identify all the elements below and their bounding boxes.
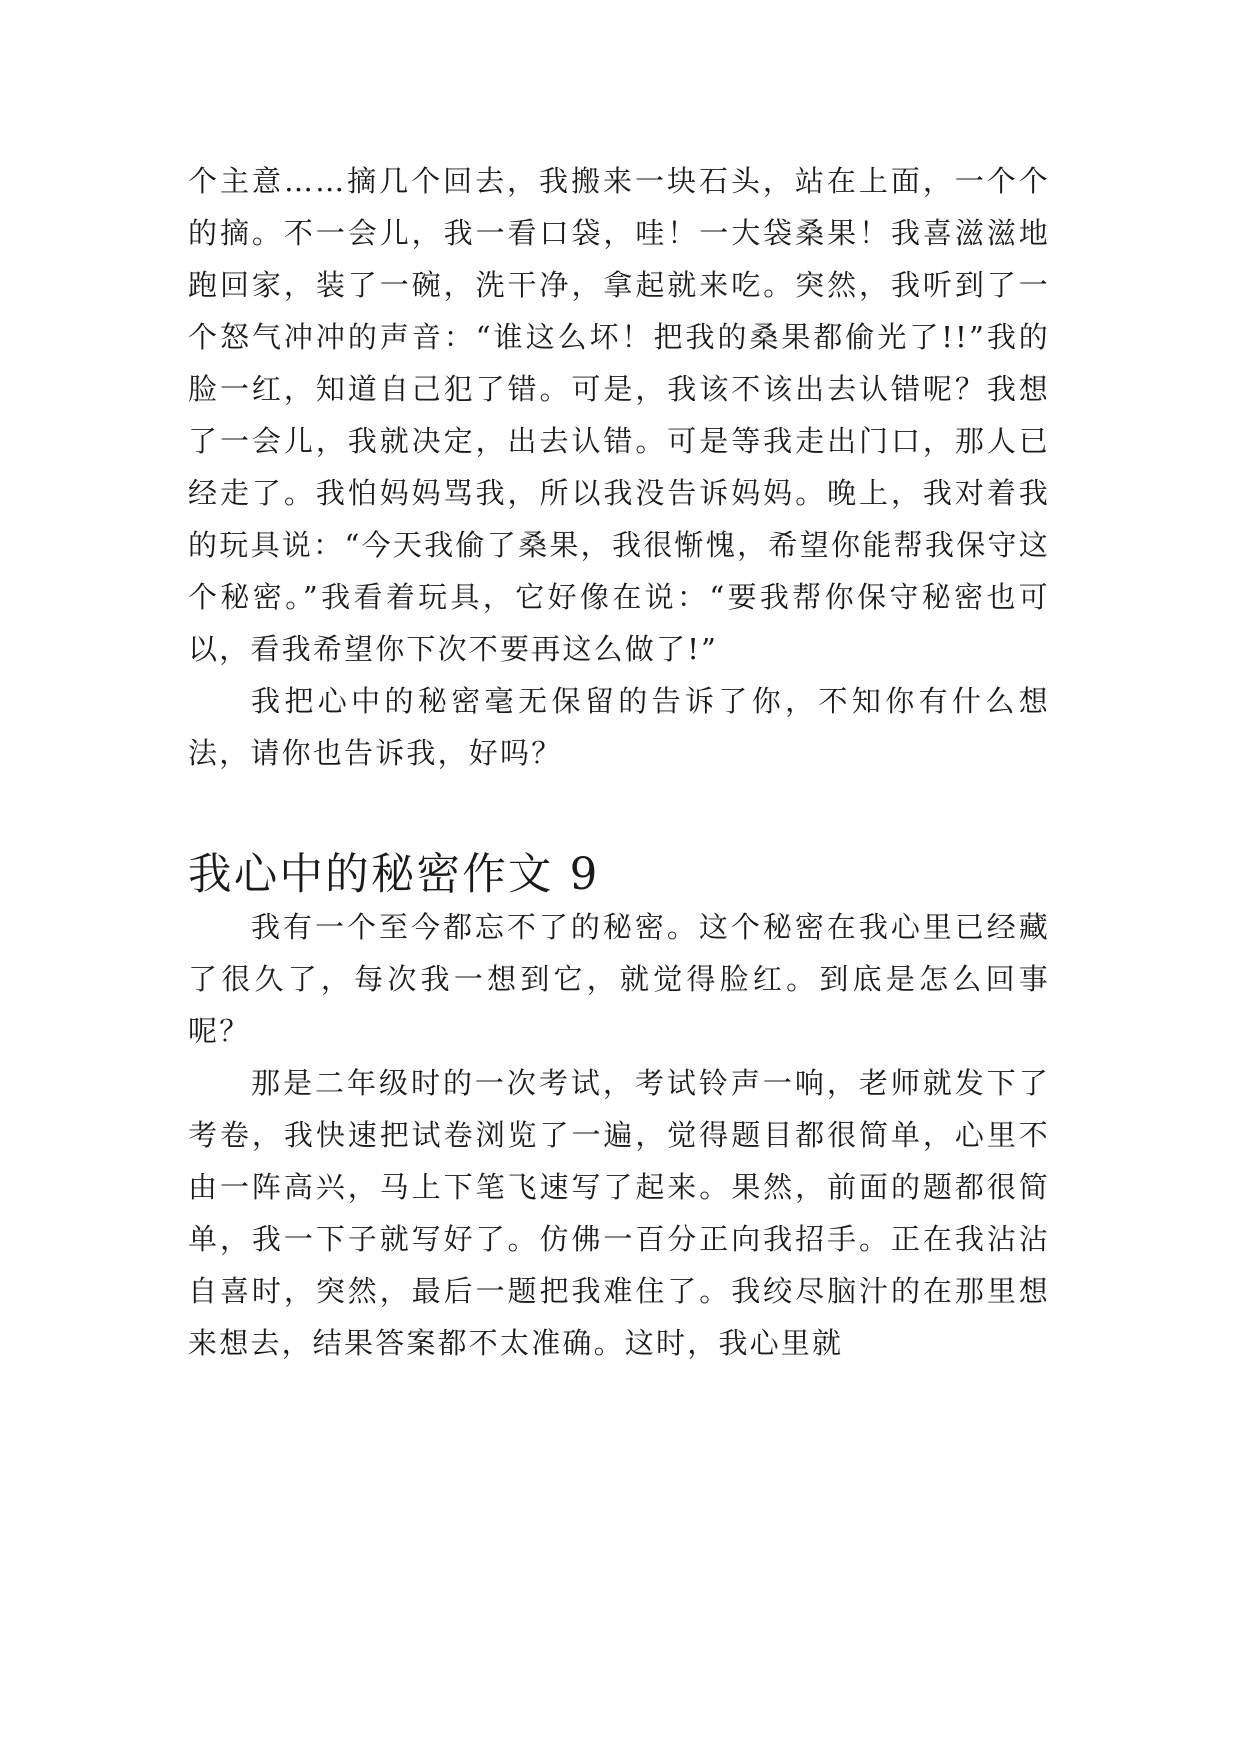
closing-paragraph: 我把心中的秘密毫无保留的告诉了你，不知你有什么想法，请你也告诉我，好吗？: [188, 684, 1050, 770]
essay-paragraph-2: 那是二年级时的一次考试，考试铃声一响，老师就发下了考卷，我快速把试卷浏览了一遍，觉得题目都很简单，心里不由一阵高兴，马上下笔飞速写了起来。果然，前面的题都很简单，我一下子就写好了。仿佛一百分正向我招手。正在我沾沾自喜时，突然，最后一题把我难住了。我绞尽脑汁的在那里想来想去，结果答案都不太准确。这时，我心里就: [188, 1066, 1050, 1360]
page-body: [188, 155, 1050, 1369]
continued-paragraph: 个主意……摘几个回去，我搬来一块石头，站在上面，一个个的摘。不一会儿，我一看口袋，哇！一大袋桑果！我喜滋滋地跑回家，装了一碗，洗干净，拿起就来吃。突然，我听到了一个怒气冲冲的声音：“谁这么坏！把我的桑果都偷光了!!”我的脸一红，知道自己犯了错。可是，我该不该出去认错呢？我想了一会儿，我就决定，出去认错。可是等我走出门口，那人已经走了。我怕妈妈骂我，所以我没告诉妈妈。晚上，我对着我的玩具说：“今天我偷了桑果，我很惭愧，希望你能帮我保守这个秘密。”我看着玩具，它好像在说：“要我帮你保守秘密也可以，看我希望你下次不要再这么做了!”: [188, 164, 1050, 666]
section-gap: [188, 779, 1050, 849]
essay-title: 我心中的秘密作文 9: [188, 850, 600, 900]
essay-paragraph-1: 我有一个至今都忘不了的秘密。这个秘密在我心里已经藏了很久了，每次我一想到它，就觉得脸红。到底是怎么回事呢？: [188, 910, 1050, 1048]
